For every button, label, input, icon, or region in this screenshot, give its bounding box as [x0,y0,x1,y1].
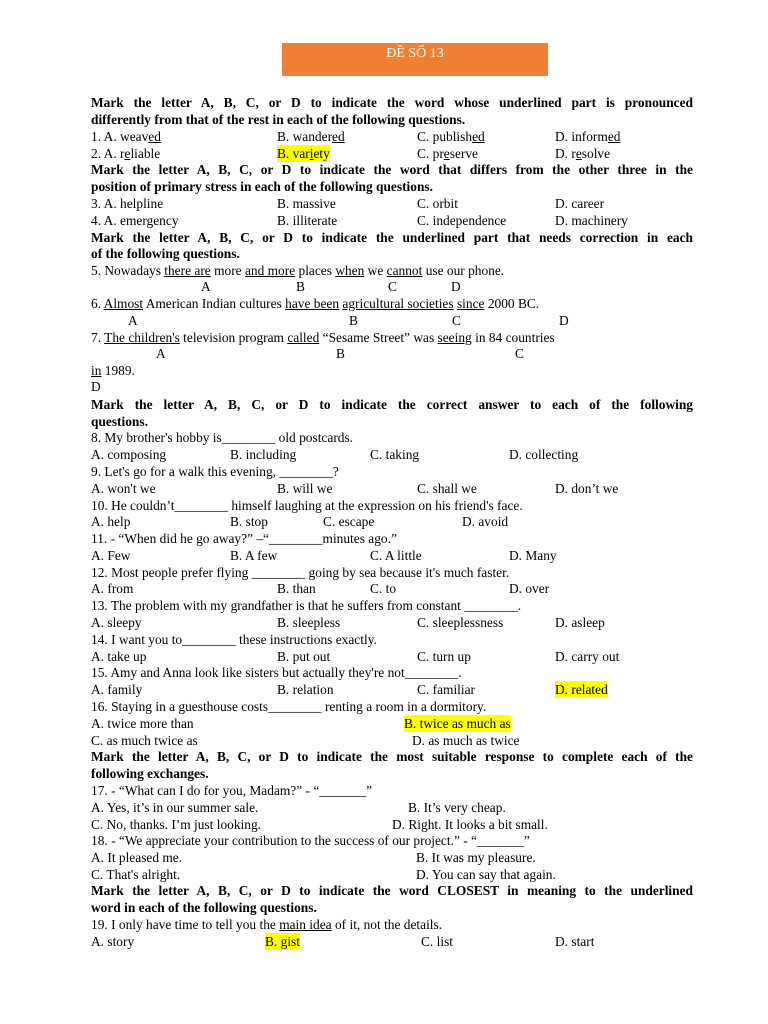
letter-d: D [91,379,101,394]
q11-option-c: C. A little [370,548,422,563]
question-14: 14. I want you to________ these instructions exactly. [91,632,377,647]
q14-option-d: D. carry out [555,649,620,664]
q11-option-a: A. Few [91,548,131,563]
q14-option-b: B. put out [277,649,331,664]
question-5-letters [91,278,693,295]
letter-b: B [296,279,305,294]
q19-option-c: C. list [421,934,453,949]
q13-option-b: B. sleepless [277,615,341,630]
question-11-options [91,547,693,564]
q16-option-c: C. as much twice as [91,733,198,748]
q14-option-a: A. take up [91,649,147,664]
q2-option-a: 2. A. reliable [91,146,161,161]
question-19: 19. I only have time to tell you the main idea of it, not the details. [91,917,443,932]
question-8: 8. My brother's hobby is________ old postcards. [91,430,354,445]
question-16: 16. Staying in a guesthouse costs________ renting a room in a dormitory. [91,699,487,714]
letter-c: C [515,346,524,361]
q12-option-d: D. over [509,581,550,596]
letter-a: A [128,313,138,328]
question-13-options [91,614,693,631]
question-6-letters [91,312,693,329]
q4-option-c: C. independence [417,213,507,228]
section-6-instruction-2 [91,899,693,916]
letter-c: C [452,313,461,328]
q10-option-a: A. help [91,514,131,529]
question-9-options [91,480,693,497]
exam-title-banner [282,43,548,76]
instruction-text: questions. [91,414,148,429]
question-7-continued: in 1989. [91,363,135,378]
question-2 [91,145,693,162]
q1-option-a: 1. A. weaved [91,129,161,144]
question-12-options [91,580,693,597]
question-17: 17. - “What can I do for you, Madam?” - “_______” [91,783,373,798]
q8-option-a: A. composing [91,447,167,462]
section-1-instruction [91,94,693,111]
question-10-options [91,513,693,530]
instruction-text: Mark the letter A, B, C, or D to indicate the word whose underlined part is pronounced [91,95,693,110]
question-15-options [91,681,693,698]
question-13: 13. The problem with my grandfather is that he suffers from constant ________. [91,598,522,613]
question-3 [91,195,693,212]
q3-option-b: B. massive [277,196,336,211]
letter-a: A [156,346,166,361]
q15-option-a: A. family [91,682,143,697]
question-7: 7. The children's television program called “Sesame Street” was seeing in 84 countries [91,330,555,345]
q3-option-a: 3. A. helpline [91,196,164,211]
q9-option-a: A. won't we [91,481,156,496]
question-1 [91,128,693,145]
instruction-text: Mark the letter A, B, C, or D to indicate the word that differs from the other three in the [91,162,693,177]
q9-option-c: C. shall we [417,481,477,496]
q16-option-b-highlighted: B. twice as much as [404,716,511,731]
section-3-instruction-2 [91,245,693,262]
q1-option-c: C. published [417,129,485,144]
q10-option-d: D. avoid [462,514,509,529]
q2-option-d: D. resolve [555,146,611,161]
question-15: 15. Amy and Anna look like sisters but actually they're not________. [91,665,462,680]
q4-option-a: 4. A. emergency [91,213,179,228]
q14-option-c: C. turn up [417,649,471,664]
question-16-options-1 [91,715,693,732]
section-6-instruction [91,882,693,899]
letter-b: B [336,346,345,361]
instruction-text: word in each of the following questions. [91,900,317,915]
section-2-instruction [91,161,693,178]
q18-option-c: C. That's alright. [91,867,181,882]
instruction-text: position of primary stress in each of the following questions. [91,179,433,194]
q19-option-d: D. start [555,934,595,949]
q9-option-b: B. will we [277,481,333,496]
q8-option-d: D. collecting [509,447,579,462]
q11-option-d: D. Many [509,548,557,563]
q15-option-d-highlighted: D. related [555,682,608,697]
question-18: 18. - “We appreciate your contribution to the success of our project.” - “_______” [91,833,530,848]
q13-option-d: D. asleep [555,615,605,630]
q4-option-d: D. machinery [555,213,628,228]
section-4-instruction [91,396,693,413]
question-17-options-2 [91,816,693,833]
question-12: 12. Most people prefer flying ________ going by sea because it's much faster. [91,565,510,580]
q17-option-a: A. Yes, it’s in our summer sale. [91,800,259,815]
q10-option-b: B. stop [230,514,268,529]
q2-option-c: C. preserve [417,146,478,161]
question-5: 5. Nowadays there are more and more places when we cannot use our phone. [91,263,505,278]
question-18-options-1 [91,849,693,866]
q18-option-d: D. You can say that again. [416,867,556,882]
q19-option-a: A. story [91,934,135,949]
q19-option-b-highlighted: B. gist [265,934,300,949]
letter-a: A [201,279,211,294]
q17-option-c: C. No, thanks. I’m just looking. [91,817,261,832]
question-16-options-2 [91,732,693,749]
instruction-text: Mark the letter A, B, C, or D to indicate the most suitable response to complete each of the [91,749,693,764]
q18-option-a: A. It pleased me. [91,850,183,865]
section-1-instruction-2 [91,111,693,128]
q12-option-b: B. than [277,581,316,596]
q15-option-b: B. relation [277,682,334,697]
question-14-options [91,648,693,665]
question-7-letter-d [91,378,693,395]
q11-option-b: B. A few [230,548,278,563]
q12-option-a: A. from [91,581,134,596]
q4-option-b: B. illiterate [277,213,338,228]
section-4-instruction-2 [91,413,693,430]
q17-option-d: D. Right. It looks a bit small. [392,817,548,832]
letter-d: D [559,313,569,328]
q1-option-d: D. informed [555,129,621,144]
question-19-options [91,933,693,950]
q16-option-d: D. as much as twice [412,733,520,748]
question-8-options [91,446,693,463]
section-2-instruction-2 [91,178,693,195]
q2-option-b-highlighted: B. variety [277,146,330,161]
instruction-text: Mark the letter A, B, C, or D to indicate the correct answer to each of the following [91,397,693,412]
q10-option-c: C. escape [323,514,375,529]
q8-option-b: B. including [230,447,297,462]
instruction-text: following exchanges. [91,766,209,781]
q9-option-d: D. don’t we [555,481,619,496]
instruction-text: of the following questions. [91,246,240,261]
question-11: 11. - “When did he go away?” –“________minutes ago.” [91,531,397,546]
section-5-instruction-2 [91,765,693,782]
question-7-letters [91,345,693,362]
instruction-text: Mark the letter A, B, C, or D to indicate the word CLOSEST in meaning to the underlined [91,883,693,898]
q1-option-b: B. wandered [277,129,345,144]
question-9: 9. Let's go for a walk this evening, ________? [91,464,339,479]
q12-option-c: C. to [370,581,397,596]
section-5-instruction [91,748,693,765]
instruction-text: differently from that of the rest in each of the following questions. [91,112,466,127]
q18-option-b: B. It was my pleasure. [416,850,536,865]
q17-option-b: B. It’s very cheap. [408,800,506,815]
q13-option-c: C. sleeplessness [417,615,504,630]
letter-c: C [388,279,397,294]
letter-d: D [451,279,461,294]
question-18-options-2 [91,866,693,883]
question-17-options-1 [91,799,693,816]
q16-option-a: A. twice more than [91,716,194,731]
section-3-instruction [91,229,693,246]
instruction-text: Mark the letter A, B, C, or D to indicate the underlined part that needs correction in each [91,230,693,245]
question-4 [91,212,693,229]
q3-option-d: D. career [555,196,605,211]
exam-title: ĐỀ SỐ 13 [386,46,444,61]
letter-b: B [349,313,358,328]
question-6: 6. Almost American Indian cultures have been agricultural societies since 2000 BC. [91,296,540,311]
q3-option-c: C. orbit [417,196,458,211]
q13-option-a: A. sleepy [91,615,142,630]
question-10: 10. He couldn’t________ himself laughing at the expression on his friend's face. [91,498,523,513]
q15-option-c: C. familiar [417,682,476,697]
q8-option-c: C. taking [370,447,420,462]
